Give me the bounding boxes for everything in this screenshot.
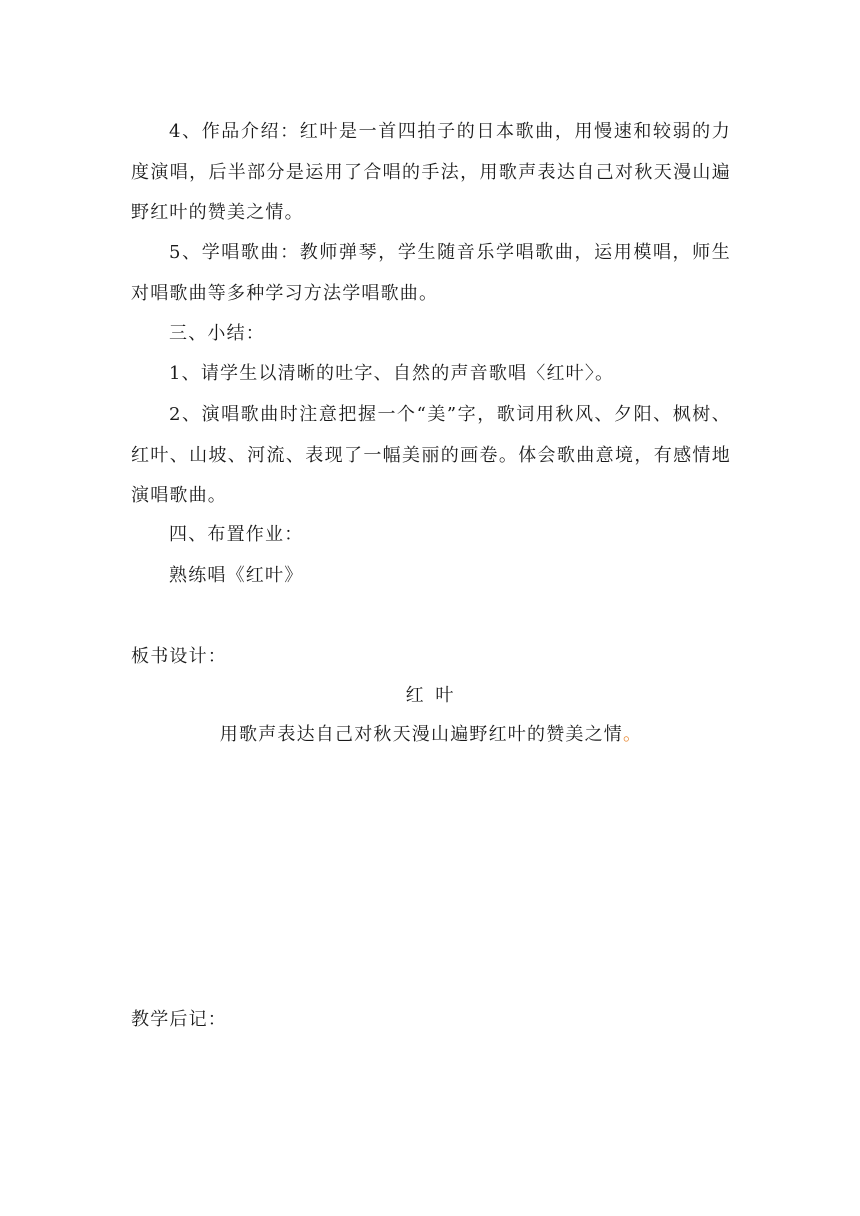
section-heading-summary: 三、小结： <box>169 323 265 344</box>
board-design-label: 板书设计： <box>131 646 227 667</box>
board-summary-text: 用歌声表达自己对秋天漫山遍野红叶的赞美之情 <box>219 724 623 745</box>
section-heading-homework: 四、布置作业： <box>169 524 304 545</box>
paragraph-work-introduction: 4、作品介绍：红叶是一首四拍子的日本歌曲，用慢速和较弱的力度演唱，后半部分是运用了合唱的手法，用歌声表达自己对秋天漫山遍野红叶的赞美之情。 <box>131 121 731 223</box>
teaching-reflection-label: 教学后记： <box>131 1009 227 1030</box>
board-title: 红 叶 <box>405 685 457 706</box>
summary-item-1: 1、请学生以清晰的吐字、自然的声音歌唱〈红叶〉。 <box>169 363 615 384</box>
board-summary-period: 。 <box>623 724 643 745</box>
paragraph-learn-singing: 5、学唱歌曲：教师弹琴，学生随音乐学唱歌曲，运用模唱，师生对唱歌曲等多种学习方法学唱歌曲。 <box>131 242 731 304</box>
board-summary-line <box>131 723 731 747</box>
summary-item-2: 2、演唱歌曲时注意把握一个“美”字，歌词用秋风、夕阳、枫树、红叶、山坡、河流、表现了一幅美丽的画卷。体会歌曲意境，有感情地演唱歌曲。 <box>131 404 731 506</box>
homework-text: 熟练唱《红叶》 <box>169 565 304 586</box>
